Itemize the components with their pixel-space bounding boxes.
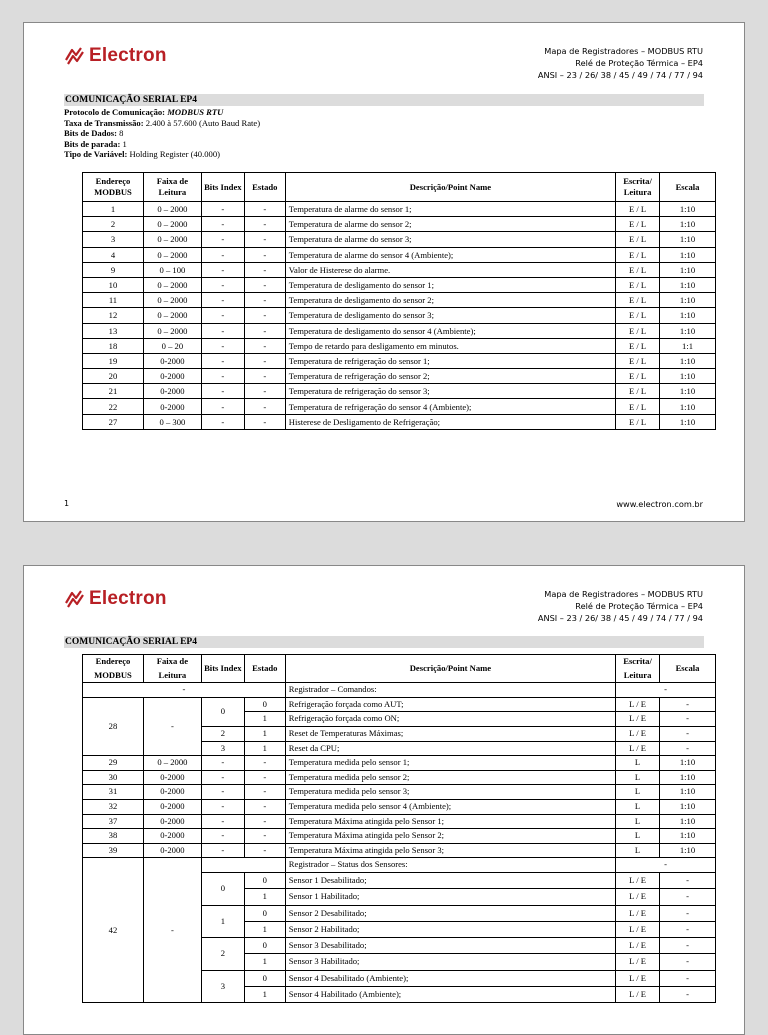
table-row: 1 Sensor 3 Habilitado; L / E - [83, 954, 716, 970]
register-table-1 [82, 172, 716, 430]
table-row: 3 0 Sensor 4 Desabilitado (Ambiente); L / E - [83, 970, 716, 986]
register-table-2 [82, 654, 716, 1003]
table-row: 10 0 – 2000 - - Temperatura de desligamento do sensor 1; E / L 1:10 [83, 277, 716, 292]
section-title: COMUNICAÇÃO SERIAL EP4 [64, 636, 704, 648]
table-row: 1 0 – 2000 - - Temperatura de alarme do sensor 1; E / L 1:10 [83, 202, 716, 217]
header-line-2: Relé de Proteção Térmica – EP4 [575, 58, 703, 68]
table-row: 13 0 – 2000 - - Temperatura de desligamento do sensor 4 (Ambiente); E / L 1:10 [83, 323, 716, 338]
table-row: 21 0-2000 - - Temperatura de refrigeração do sensor 3; E / L 1:10 [83, 384, 716, 399]
table-row: 1 Sensor 4 Habilitado (Ambiente); L / E - [83, 986, 716, 1002]
table-row: 19 0-2000 - - Temperatura de refrigeração do sensor 1; E / L 1:10 [83, 353, 716, 368]
table-row: 29 0 – 2000 - - Temperatura medida pelo sensor 1; L 1:10 [83, 756, 716, 771]
table-row: 32 0-2000 - - Temperatura medida pelo sensor 4 (Ambiente); L 1:10 [83, 799, 716, 814]
table-row: 1 Refrigeração forçada como ON; L / E - [83, 712, 716, 727]
header-line-1: Mapa de Registradores – MODBUS RTU [544, 46, 703, 56]
document-page-1 [23, 22, 745, 522]
table-row: 0 0 Sensor 1 Desabilitado; L / E - [83, 872, 716, 888]
table-row: 9 0 – 100 - - Valor de Histerese do alarme. E / L 1:10 [83, 262, 716, 277]
table-row: 2 0 Sensor 3 Desabilitado; L / E - [83, 938, 716, 954]
table-row: 11 0 – 2000 - - Temperatura de desligamento do sensor 2; E / L 1:10 [83, 293, 716, 308]
logo-text: Electron [89, 588, 167, 609]
table-row: 3 1 Reset da CPU; L / E - [83, 741, 716, 756]
table-row: 39 0-2000 - - Temperatura Máxima atingida pelo Sensor 3; L 1:10 [83, 843, 716, 858]
table-row: 2 1 Reset de Temperaturas Máximas; L / E - [83, 726, 716, 741]
table-row: 1 Sensor 1 Habilitado; L / E - [83, 889, 716, 905]
table-row: 30 0-2000 - - Temperatura medida pelo sensor 2; L 1:10 [83, 770, 716, 785]
document-page-2 [23, 565, 745, 1035]
table-row: 27 0 – 300 - - Histerese de Desligamento de Refrigeração; E / L 1:10 [83, 414, 716, 429]
table-row: 38 0-2000 - - Temperatura Máxima atingida pelo Sensor 2; L 1:10 [83, 829, 716, 844]
header-line-3: ANSI – 23 / 26/ 38 / 45 / 49 / 74 / 77 / 94 [537, 70, 703, 80]
table-row: 37 0-2000 - - Temperatura Máxima atingida pelo Sensor 1; L 1:10 [83, 814, 716, 829]
table-row: 4 0 – 2000 - - Temperatura de alarme do sensor 4 (Ambiente); E / L 1:10 [83, 247, 716, 262]
table-row: 22 0-2000 - - Temperatura de refrigeração do sensor 4 (Ambiente); E / L 1:10 [83, 399, 716, 414]
table-header-row: Endereço MODBUS Faixa de Leitura Bits Index Estado Descrição/Point Name Escrita/ Leitura Escala [83, 655, 716, 683]
table-row-status-header: 42 - Registrador – Status dos Sensores: - [83, 858, 716, 873]
table-row: 2 0 – 2000 - - Temperatura de alarme do sensor 2; E / L 1:10 [83, 217, 716, 232]
table-row: 20 0-2000 - - Temperatura de refrigeração do sensor 2; E / L 1:10 [83, 369, 716, 384]
table-row: 18 0 – 20 - - Tempo de retardo para desligamento em minutos. E / L 1:1 [83, 338, 716, 353]
table-row: 28 - 0 0 Refrigeração forçada como AUT; L / E - [83, 697, 716, 712]
table-header-row: Endereço MODBUS Faixa de Leitura Bits Index Estado Descrição/Point Name Escrita/ Leitura Escala [83, 173, 716, 202]
table-row: 3 0 – 2000 - - Temperatura de alarme do sensor 3; E / L 1:10 [83, 232, 716, 247]
section-title: COMUNICAÇÃO SERIAL EP4 [64, 94, 704, 106]
footer-url: www.electron.com.br [616, 499, 703, 509]
document-header [538, 45, 703, 81]
table-row: 1 Sensor 2 Habilitado; L / E - [83, 921, 716, 937]
header-line-2: Relé de Proteção Térmica – EP4 [575, 601, 703, 611]
electron-logo-icon [64, 589, 86, 609]
table-row: 31 0-2000 - - Temperatura medida pelo sensor 3; L 1:10 [83, 785, 716, 800]
header-line-1: Mapa de Registradores – MODBUS RTU [544, 589, 703, 599]
protocol-info: Protocolo de Comunicação: MODBUS RTU Taxa de Transmissão: 2.400 à 57.600 (Auto Baud Rate) Bits de Dados: 8 Bits de parada: 1 Tipo de Variável: Holding Register (40.000) [64, 107, 261, 160]
table-row-cmd-header: - Registrador – Comandos: - [83, 683, 716, 698]
electron-logo-icon [64, 46, 86, 66]
document-header [538, 588, 703, 624]
table-row: 12 0 – 2000 - - Temperatura de desligamento do sensor 3; E / L 1:10 [83, 308, 716, 323]
brand-logo [64, 45, 167, 67]
table-row: 1 0 Sensor 2 Desabilitado; L / E - [83, 905, 716, 921]
page-number: 1 [64, 499, 70, 508]
logo-text: Electron [89, 45, 167, 66]
brand-logo [64, 588, 167, 610]
header-line-3: ANSI – 23 / 26/ 38 / 45 / 49 / 74 / 77 / 94 [537, 613, 703, 623]
